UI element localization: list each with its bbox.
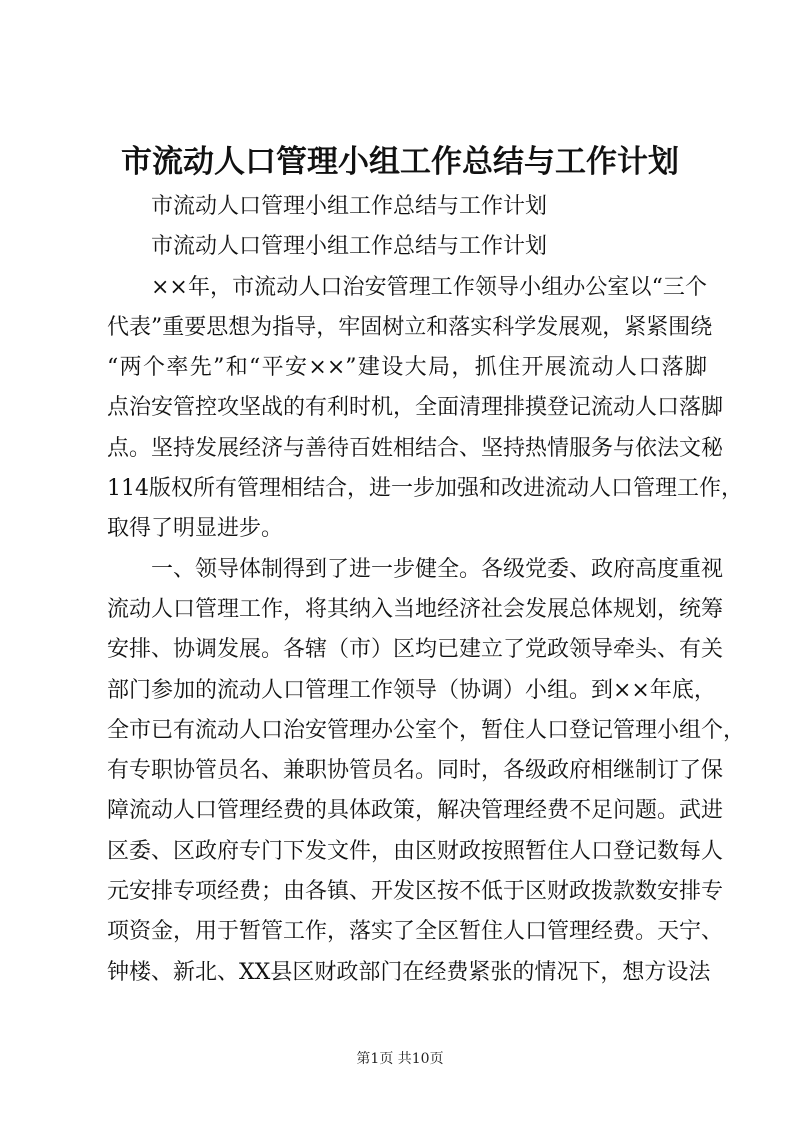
body-line: 一、领导体制得到了进一步健全。各级党委、政府高度重视: [151, 556, 724, 582]
body-line: 流动人口管理工作，将其纳入当地经济社会发展总体规划，统筹: [107, 596, 724, 622]
document-title: 市流动人口管理小组工作总结与工作计划: [121, 144, 679, 180]
body-line: 元安排专项经费；由各镇、开发区按不低于区财政拨款数安排专: [107, 879, 724, 905]
body-line: 有专职协管员名、兼职协管员名。同时，各级政府相继制订了保: [107, 758, 724, 784]
body-line: 部门参加的流动人口管理工作领导（协调）小组。到××年底，: [107, 677, 716, 703]
body-line: 钟楼、新北、XX县区财政部门在经费紧张的情况下，想方设法: [107, 959, 711, 985]
body-line: 代表”重要思想为指导，牢固树立和落实科学发展观，紧紧围绕: [107, 314, 713, 340]
page-footer: 第1页 共10页: [356, 1051, 444, 1067]
body-line: ××年，市流动人口治安管理工作领导小组办公室以“三个: [151, 274, 707, 300]
body-line: 114版权所有管理相结合，进一步加强和改进流动人口管理工作，: [107, 476, 743, 502]
body-line: 点。坚持发展经济与善待百姓相结合、坚持热情服务与依法文秘: [107, 435, 724, 461]
document-body: [107, 187, 746, 993]
body-line: 取得了明显进步。: [107, 516, 284, 542]
body-line: 市流动人口管理小组工作总结与工作计划: [151, 234, 548, 260]
body-line: 区委、区政府专门下发文件，由区财政按照暂住人口登记数每人: [107, 838, 724, 864]
body-line: 全市已有流动人口治安管理办公室个，暂住人口登记管理小组个，: [107, 717, 746, 743]
body-line: 市流动人口管理小组工作总结与工作计划: [151, 194, 548, 219]
body-line: 点治安管控攻坚战的有利时机，全面清理排摸登记流动人口落脚: [107, 395, 724, 421]
body-line: 安排、协调发展。各辖（市）区均已建立了党政领导牵头、有关: [107, 637, 724, 663]
body-line: “两个率先”和“平安××”建设大局，抓住开展流动人口落脚: [107, 355, 707, 381]
body-line: 障流动人口管理经费的具体政策，解决管理经费不足问题。武进: [107, 798, 724, 824]
body-line: 项资金，用于暂管工作，落实了全区暂住人口管理经费。天宁、: [107, 919, 724, 945]
